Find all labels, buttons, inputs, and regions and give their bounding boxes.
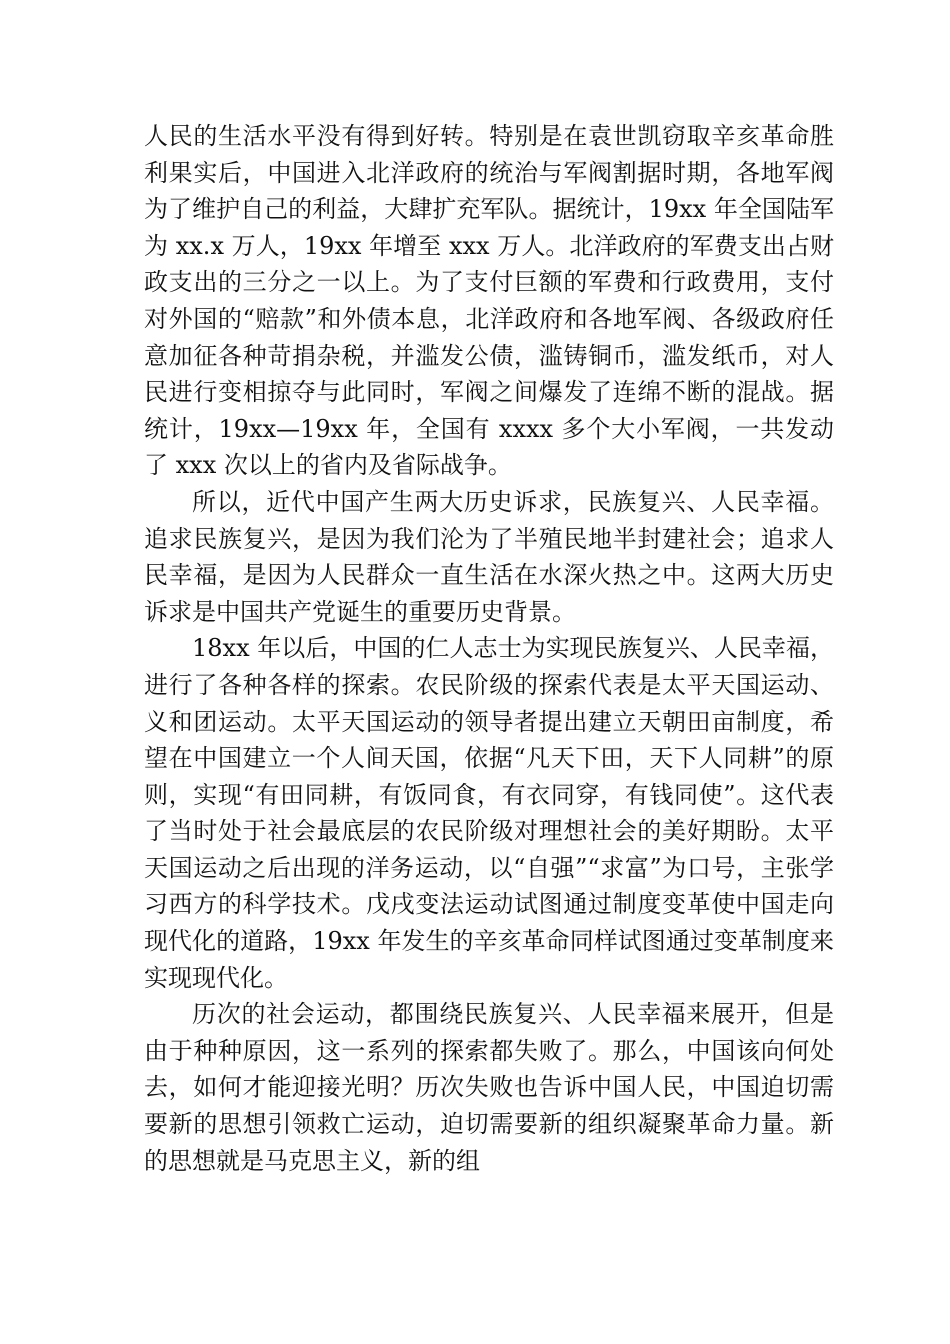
paragraph-warlord-era: 人民的生活水平没有得到好转。特别是在袁世凯窃取辛亥革命胜利果实后，中国进入北洋政府的统治与军阀割据时期，各地军阀为了维护自己的利益，大肆扩充军队。据统计，19xx 年全国陆军为 xx.x 万人，19xx 年增至 xxx 万人。北洋政府的军费支出占财政支出的三分之一以上。为了支付巨额的军费和行政费用，支付对外国的“赔款”和外债本息，北洋政府和各地军阀、各级政府任意加征各种苛捐杂税，并滥发公债，滥铸铜币，滥发纸币，对人民进行变相掠夺与此同时，军阀之间爆发了连绵不断的混战。据统计，19xx—19xx 年，全国有 xxxx 多个大小军阀，一共发动了 xxx 次以上的省内及省际战争。 (144, 122, 834, 480)
document-body (144, 118, 834, 1179)
paragraph-historical-demands: 所以，近代中国产生两大历史诉求，民族复兴、人民幸福。追求民族复兴，是因为我们沦为了半殖民地半封建社会；追求人民幸福，是因为人民群众一直生活在水深火热之中。这两大历史诉求是中国共产党诞生的重要历史背景。 (144, 487, 834, 626)
paragraph-failures: 历次的社会运动，都围绕民族复兴、人民幸福来展开，但是由于种种原因，这一系列的探索都失败了。那么，中国该向何处去，如何才能迎接光明？历次失败也告诉中国人民，中国迫切需要新的思想引领救亡运动，迫切需要新的组织凝聚革命力量。新的思想就是马克思主义，新的组 (144, 1000, 834, 1175)
paragraph-explorations: 18xx 年以后，中国的仁人志士为实现民族复兴、人民幸福，进行了各种各样的探索。农民阶级的探索代表是太平天国运动、义和团运动。太平天国运动的领导者提出建立天朝田亩制度，希望在中国建立一个人间天国，依据“凡天下田，天下人同耕”的原则，实现“有田同耕，有饭同食，有衣同穿，有钱同使”。这代表了当时处于社会最底层的农民阶级对理想社会的美好期盼。太平天国运动之后出现的洋务运动，以“自强”“求富”为口号，主张学习西方的科学技术。戊戌变法运动试图通过制度变革使中国走向现代化的道路，19xx 年发生的辛亥革命同样试图通过变革制度来实现现代化。 (144, 634, 834, 992)
